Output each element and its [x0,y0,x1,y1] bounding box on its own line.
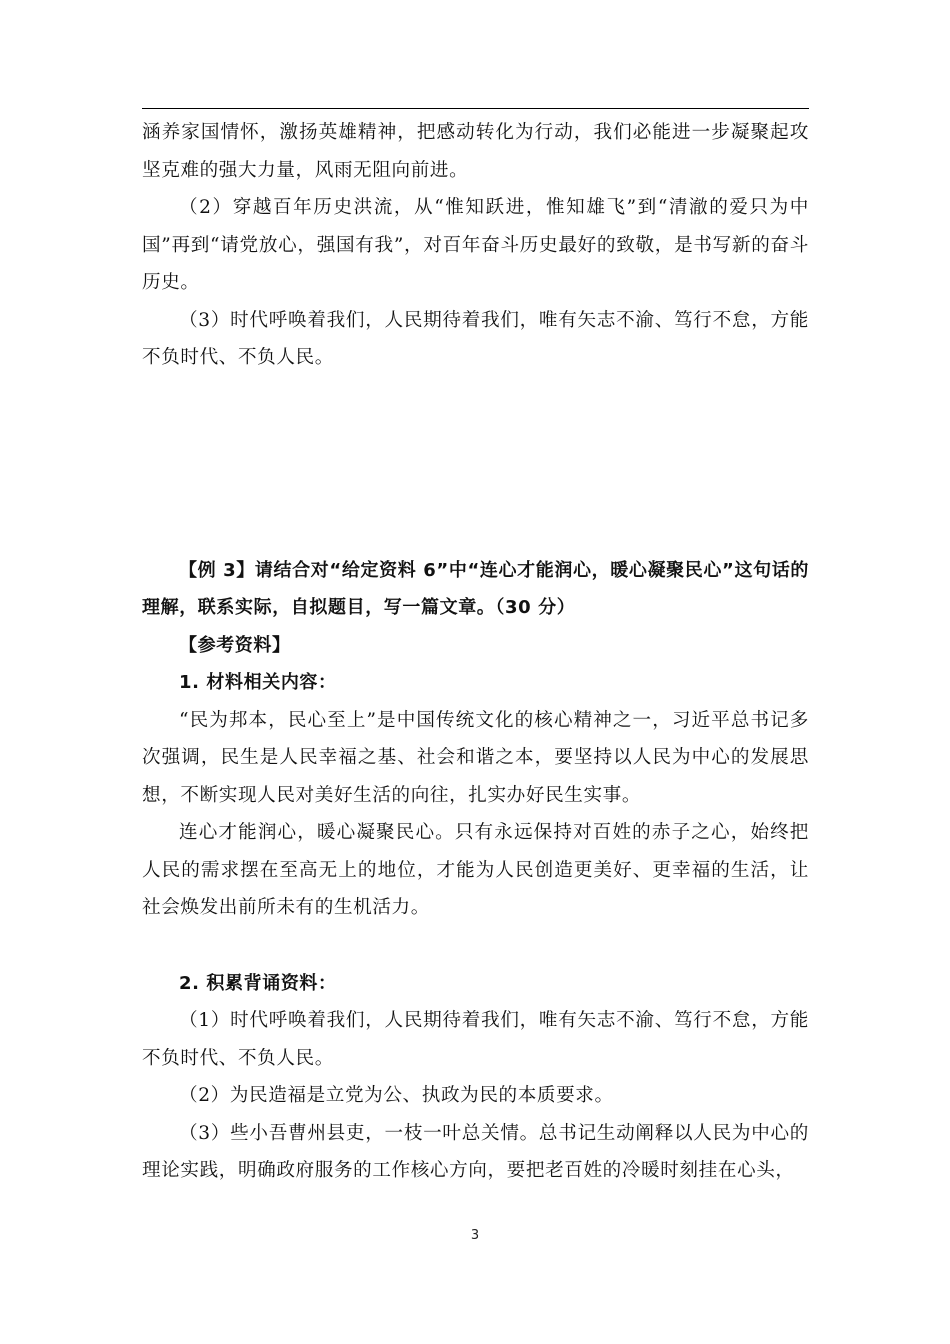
section2-heading: 2. 积累背诵资料： [179,972,337,994]
example-question: 【例 3】请结合对“给定资料 6”中“连心才能润心，暖心凝聚民心”这句话的理解，联系实际，自拟题目，写一篇文章。（30 分） [142,559,809,618]
paragraph-continued: 涵养家国情怀，激扬英雄精神，把感动转化为行动，我们必能进一步凝聚起攻坚克难的强大力量，风雨无阻向前进。 [142,122,809,181]
reference-heading: 【参考资料】 [179,634,291,656]
section1-paragraph: “民为邦本，民心至上”是中国传统文化的核心精神之一，习近平总书记多次强调，民生是人民幸福之基、社会和谐之本，要坚持以人民为中心的发展思想，不断实现人民对美好生活的向往，扎实办好民生实事。 [142,709,809,806]
paragraph-quote-2: （2）穿越百年历史洪流，从“惟知跃进，惟知雄飞”到“清澈的爱只为中国”再到“请党放心，强国有我”，对百年奋斗历史最好的致敬，是书写新的奋斗历史。 [142,197,809,293]
section2-paragraph: （1）时代呼唤着我们，人民期待着我们，唯有矢志不渝、笃行不怠，方能不负时代、不负人民。 [142,1010,809,1069]
paragraph-quote-3: （3）时代呼唤着我们，人民期待着我们，唯有矢志不渝、笃行不怠，方能不负时代、不负人民。 [142,309,809,368]
section1-paragraph: 连心才能润心，暖心凝聚民心。只有永远保持对百姓的赤子之心，始终把人民的需求摆在至高无上的地位，才能为人民创造更美好、更幸福的生活，让社会焕发出前所未有的生机活力。 [142,822,809,918]
section1-heading: 1. 材料相关内容： [179,672,337,693]
section2-paragraph: （2）为民造福是立党为公、执政为民的本质要求。 [179,1085,614,1106]
page-number: 3 [470,1228,480,1243]
header-rule [142,108,809,109]
blank-space [142,377,809,552]
section2-paragraph: （3）些小吾曹州县吏，一枝一叶总关情。总书记生动阐释以人民为中心的理论实践，明确政府服务的工作核心方向，要把老百姓的冷暖时刻挂在心头， [142,1122,809,1181]
blank-space [142,927,809,965]
document-body [142,114,809,1190]
